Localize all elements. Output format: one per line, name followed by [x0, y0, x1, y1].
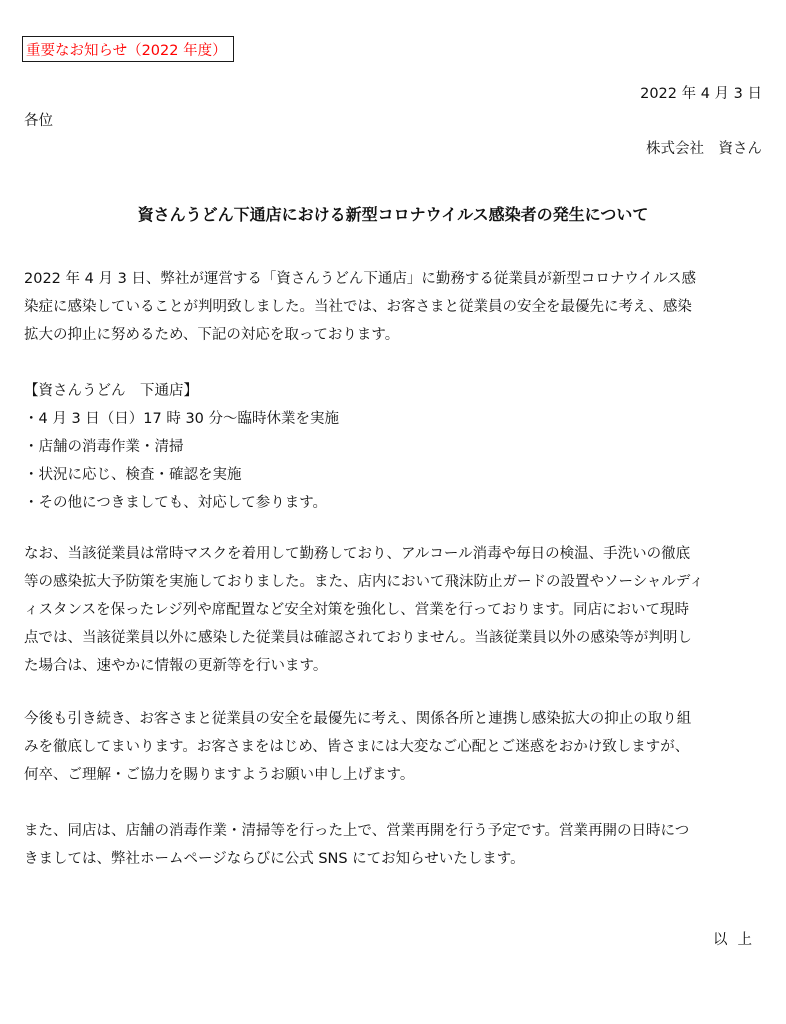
intro-paragraph: [24, 265, 764, 349]
document-title: 資さんうどん下通店における新型コロナウイルス感染者の発生について: [137, 205, 649, 224]
intro-line: 染症に感染していることが判明致しました。当社では、お客さまと従業員の安全を最優先に考え、感染: [24, 299, 692, 315]
reopening-line: また、同店は、店舗の消毒作業・清掃等を行った上で、営業再開を行う予定です。営業再開の日時につ: [24, 823, 690, 839]
issue-date: 2022 年 4 月 3 日: [640, 86, 762, 102]
measure-item: ・状況に応じ、検査・確認を実施: [24, 467, 242, 483]
addressee: 各位: [24, 113, 53, 129]
intro-line: 2022 年 4 月 3 日、弊社が運営する「資さんうどん下通店」に勤務する従業員が新型コロナウイルス感: [24, 271, 697, 287]
request-paragraph: [24, 705, 764, 789]
prevention-line: 点では、当該従業員以外に感染した従業員は確認されておりません。当該従業員以外の感染等が判明し: [24, 630, 692, 646]
request-line: 何卒、ご理解・ご協力を賜りますようお願い申し上げます。: [24, 767, 415, 783]
intro-line: 拡大の抑止に努めるため、下記の対応を取っております。: [24, 327, 400, 343]
reopening-line: きましては、弊社ホームページならびに公式 SNS にてお知らせいたします。: [24, 851, 525, 867]
closing-mark: 以上: [713, 932, 762, 948]
important-notice-box: [22, 36, 234, 62]
measures-list: [24, 377, 764, 517]
measure-item: ・その他につきましても、対応して参ります。: [24, 495, 328, 511]
company-name: 株式会社 資さん: [646, 141, 762, 157]
measures-heading: 【資さんうどん 下通店】: [24, 383, 198, 399]
reopening-paragraph: [24, 817, 764, 873]
request-line: 今後も引き続き、お客さまと従業員の安全を最優先に考え、関係各所と連携し感染拡大の抑止の取り組: [24, 711, 692, 727]
prevention-line: ィスタンスを保ったレジ列や席配置など安全対策を強化し、営業を行っております。同店において現時: [24, 602, 690, 618]
prevention-line: なお、当該従業員は常時マスクを着用して勤務しており、アルコール消毒や毎日の検温、手洗いの徹底: [24, 546, 691, 562]
prevention-line: た場合は、速やかに情報の更新等を行います。: [24, 658, 328, 674]
important-notice-label: 重要なお知らせ（2022 年度）: [26, 42, 227, 59]
measure-item: ・店舗の消毒作業・清掃: [24, 439, 184, 455]
measure-item: ・4 月 3 日（日）17 時 30 分〜臨時休業を実施: [24, 411, 340, 427]
request-line: みを徹底してまいります。お客さまをはじめ、皆さまには大変なご心配とご迷惑をおかけ致しますが、: [24, 739, 690, 755]
prevention-line: 等の感染拡大予防策を実施しておりました。また、店内において飛沫防止ガードの設置やソーシャルディ: [24, 574, 704, 590]
prevention-paragraph: [24, 540, 764, 680]
